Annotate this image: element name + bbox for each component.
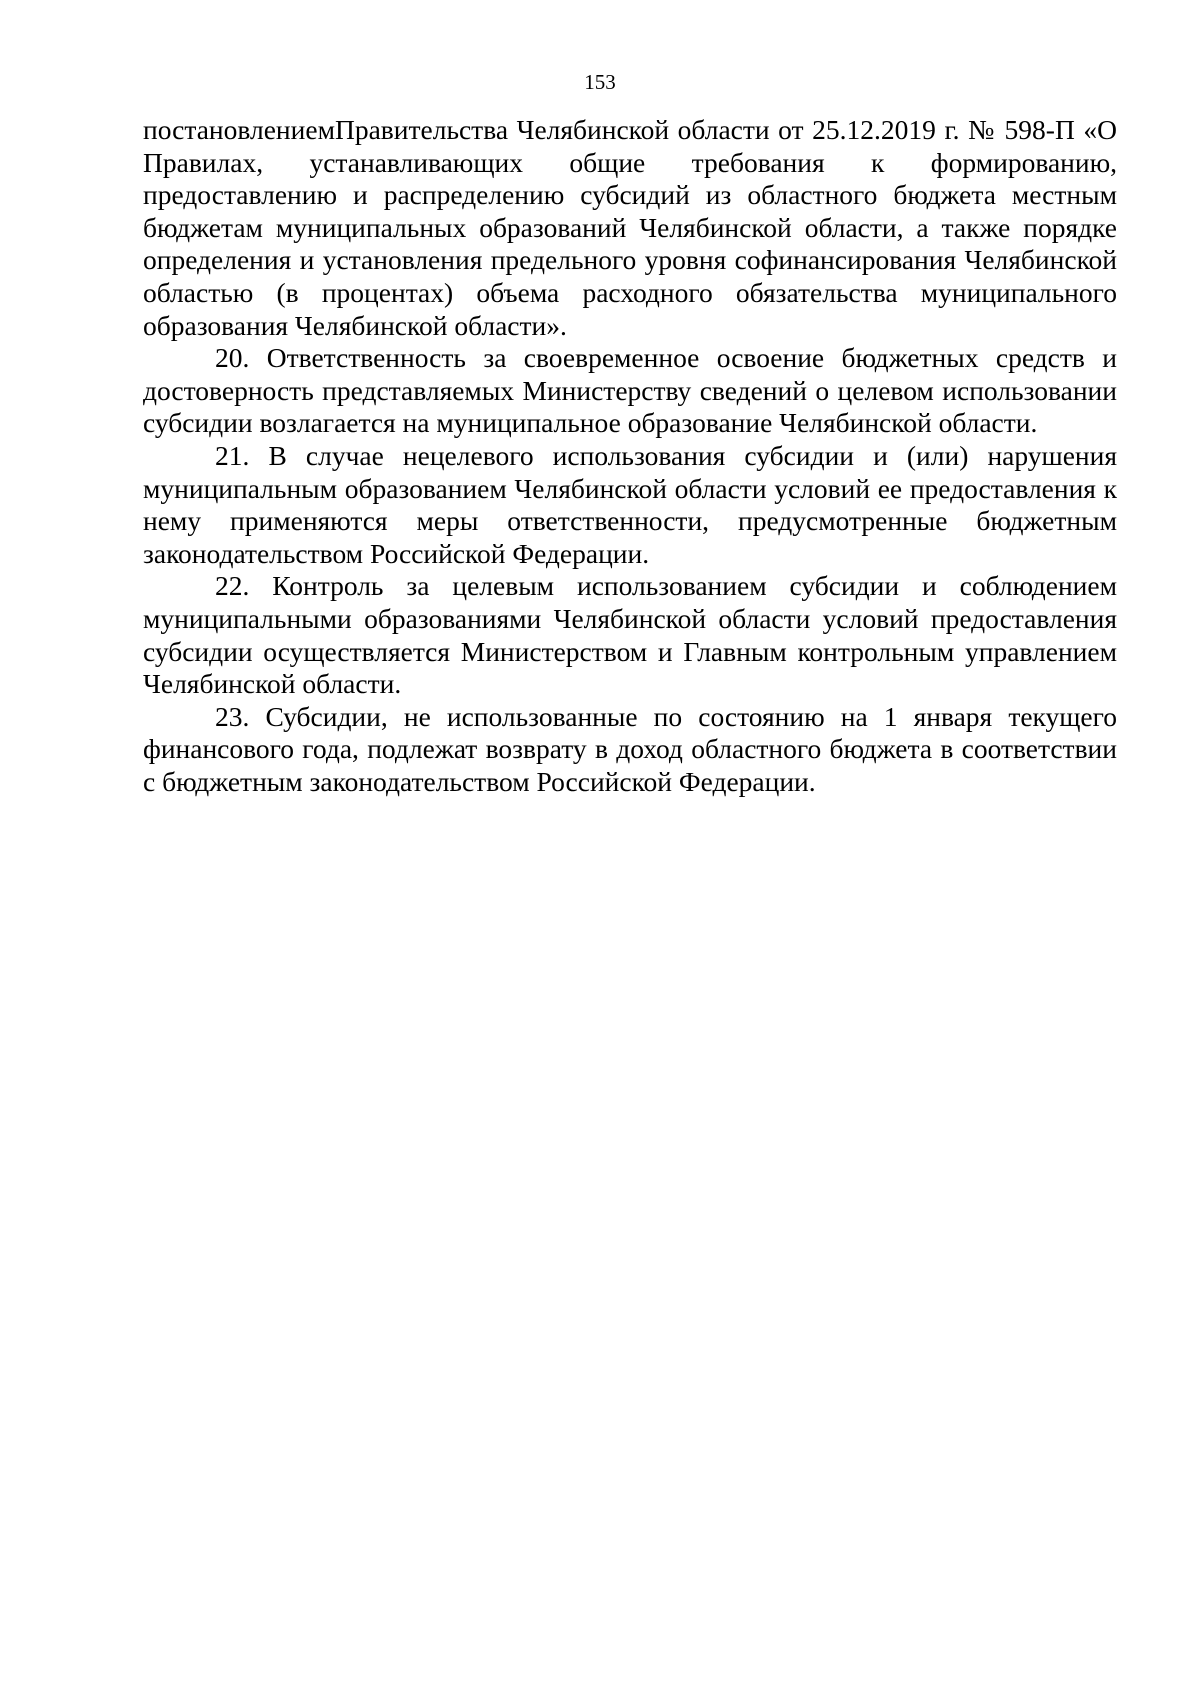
paragraph-continuation: постановлениемПравительства Челябинской области от 25.12.2019 г. № 598-П «О Правилах, устанавливающих общие требования к формированию, предоставлению и распределению субсидий из областного бюджета местным бюджетам муниципальных образований Челябинской области, а также порядке определения и установления предельного уровня софинансирования Челябинской областью (в процентах) объема расходного обязательства муниципального образования Челябинской области».	[143, 114, 1117, 341]
paragraph-20: 20. Ответственность за своевременное освоение бюджетных средств и достоверность представляемых Министерству сведений о целевом использовании субсидии возлагается на муниципальное образование Челябинской области.	[143, 342, 1117, 439]
page-number: 153	[584, 70, 616, 94]
paragraph-22: 22. Контроль за целевым использованием субсидии и соблюдением муниципальными образованиями Челябинской области условий предоставления субсидии осуществляется Министерством и Главным контрольным управлением Челябинской области.	[143, 570, 1117, 700]
paragraph-21: 21. В случае нецелевого использования субсидии и (или) нарушения муниципальным образованием Челябинской области условий ее предоставления к нему применяются меры ответственности, предусмотренные бюджетным законодательством Российской Федерации.	[143, 439, 1117, 569]
paragraph-23: 23. Субсидии, не использованные по состоянию на 1 января текущего финансового года, подлежат возврату в доход областного бюджета в соответствии с бюджетным законодательством Российской Федерации.	[143, 700, 1117, 797]
document-body	[143, 114, 1117, 798]
